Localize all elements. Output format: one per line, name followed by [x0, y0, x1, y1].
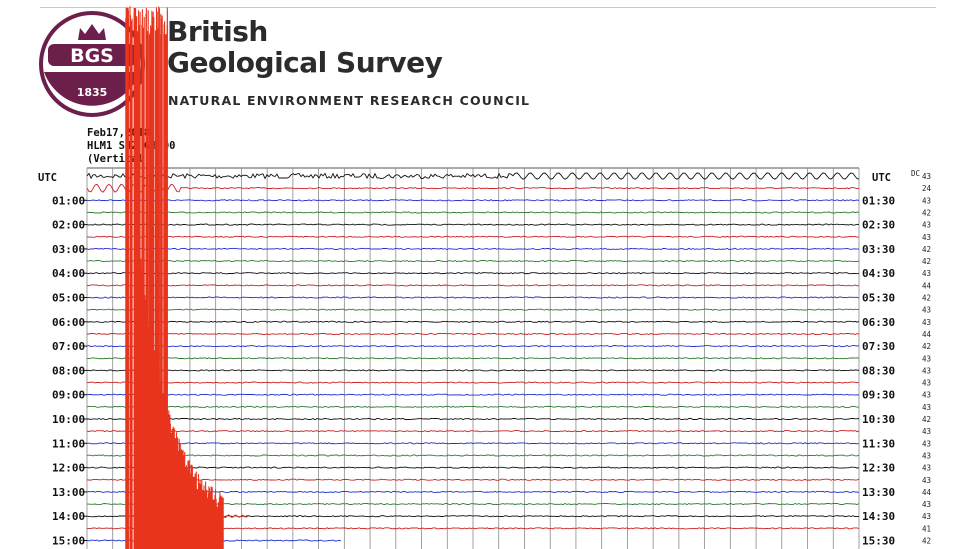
hour-label-left: 12:00 [52, 461, 86, 475]
hour-label-left: 11:00 [52, 437, 86, 451]
trace-line [87, 261, 859, 262]
dc-value: 42 [922, 536, 932, 546]
org-title-line1: British [167, 15, 268, 48]
hour-label-right: 13:30 [862, 485, 896, 499]
record-station: HLM1 SHZ GB 00 [87, 140, 176, 152]
dc-value: 43 [922, 172, 932, 181]
dc-value: 43 [922, 366, 932, 376]
dc-value: 42 [922, 293, 932, 303]
hour-label-left: 09:00 [52, 388, 86, 402]
hour-label-right: 08:30 [862, 364, 896, 378]
hour-label-right: 06:30 [862, 315, 896, 329]
hour-label-left: 01:00 [52, 194, 86, 208]
hour-label-right: 05:30 [862, 291, 896, 305]
dc-value: 43 [922, 390, 932, 400]
hour-label-right: 01:30 [862, 194, 896, 208]
dc-value: 43 [922, 220, 932, 230]
dc-value: 42 [922, 208, 932, 218]
hour-label-right: 04:30 [862, 267, 896, 281]
dc-value: 43 [922, 451, 932, 461]
dc-value: 42 [922, 342, 932, 352]
hour-label-left: 08:00 [52, 364, 86, 378]
dc-value: 42 [922, 415, 932, 424]
dc-value: 41 [922, 524, 932, 534]
axis-label-right: UTC [872, 172, 891, 184]
hour-label-left: 10:00 [52, 413, 86, 426]
dc-value: 24 [922, 184, 932, 194]
hour-label-right: 07:30 [862, 340, 896, 354]
dc-label: DC [911, 169, 921, 178]
hour-label-right: 09:30 [862, 388, 896, 402]
dc-value: 44 [922, 281, 932, 291]
hour-label-left: 13:00 [52, 485, 86, 499]
axis-label-left: UTC [38, 172, 57, 184]
logo-text: BGS [70, 45, 114, 67]
dc-value: 42 [922, 244, 932, 254]
hour-label-right: 14:30 [862, 510, 896, 524]
hour-label-left: 02:00 [52, 218, 86, 232]
dc-value: 43 [922, 475, 932, 485]
hour-label-right: 02:30 [862, 218, 896, 232]
dc-value: 43 [922, 378, 932, 388]
dc-value: 43 [922, 500, 932, 510]
dc-value: 43 [922, 196, 932, 206]
dc-value: 43 [922, 232, 932, 242]
hour-label-right: 10:30 [862, 413, 896, 426]
dc-value: 43 [922, 305, 932, 315]
org-subtitle: NATURAL ENVIRONMENT RESEARCH COUNCIL [168, 93, 531, 108]
hour-label-left: 06:00 [52, 315, 86, 329]
hour-label-right: 03:30 [862, 242, 896, 256]
dc-value: 44 [922, 330, 932, 339]
dc-value: 43 [922, 269, 932, 279]
dc-value: 43 [922, 317, 932, 327]
hour-label-left: 14:00 [52, 510, 86, 524]
hour-label-left: 15:00 [52, 534, 86, 548]
dc-value: 42 [922, 257, 932, 267]
org-title-line2: Geological Survey [167, 46, 443, 79]
dc-value: 43 [922, 463, 932, 473]
record-date: Feb17,2018 [87, 127, 151, 139]
hour-label-right: 11:30 [862, 437, 896, 451]
logo-year: 1835 [76, 86, 108, 99]
dc-value: 43 [922, 439, 932, 449]
dc-value: 43 [922, 354, 932, 364]
hour-label-left: 04:00 [52, 267, 86, 281]
hour-label-left: 05:00 [52, 291, 86, 305]
dc-value: 43 [922, 512, 932, 522]
dc-value: 44 [922, 487, 932, 497]
dc-value: 43 [922, 427, 932, 437]
hour-label-right: 12:30 [862, 461, 896, 475]
hour-label-left: 03:00 [52, 242, 86, 256]
record-component: (Vertical) [87, 153, 151, 165]
hour-label-right: 15:30 [862, 534, 896, 548]
dc-value: 43 [922, 402, 932, 412]
hour-label-left: 07:00 [52, 340, 86, 354]
